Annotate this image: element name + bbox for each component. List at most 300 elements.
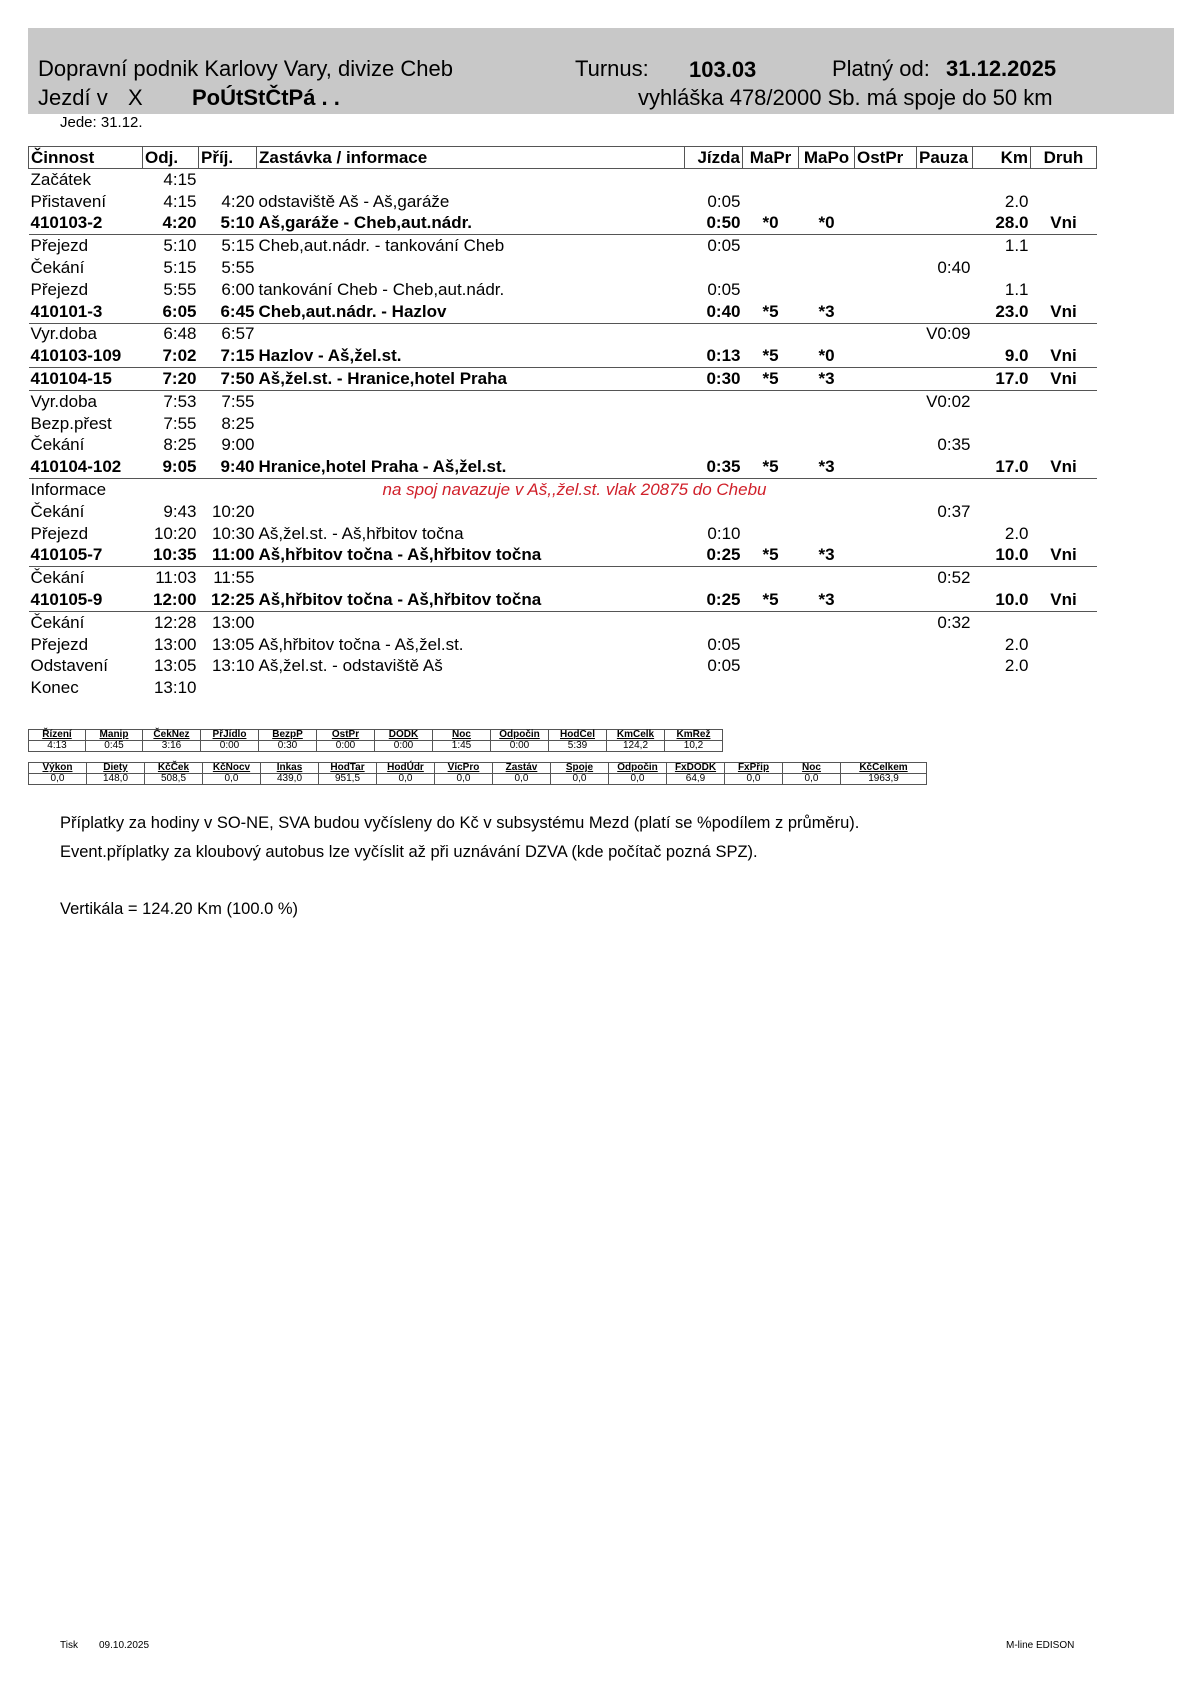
col-header-drive-time: Jízda [685, 147, 743, 169]
summary2-value: 64,9 [667, 774, 725, 785]
summary2-value: 439,0 [261, 774, 319, 785]
cell-km [973, 169, 1031, 191]
cell-activity: Čekání [30, 258, 85, 278]
summary2-value: 0,0 [783, 774, 841, 785]
cell-arrival: 9:00 [221, 435, 255, 455]
cell-type [1031, 567, 1097, 589]
cell-mapo: *0 [799, 345, 855, 367]
cell-stop-info: Aš,hřbitov točna - Aš,hřbitov točna [257, 589, 685, 611]
cell-pause [917, 368, 973, 391]
cell-ostpr [855, 634, 917, 656]
summary2-value: 0,0 [551, 774, 609, 785]
cell-mapr [743, 257, 799, 279]
cell-mapr [743, 656, 799, 678]
summary1-value: 0:00 [375, 741, 433, 752]
table-row [29, 656, 1097, 678]
cell-pause [917, 677, 973, 699]
col-header-departure: Odj. [143, 147, 199, 169]
summary1-header: Noc [433, 730, 491, 741]
cell-arrival: 6:00 [221, 279, 255, 299]
cell-type: Vni [1031, 456, 1097, 478]
cell-departure: 5:10 [163, 236, 197, 256]
cell-type: Vni [1031, 368, 1097, 391]
cell-ostpr [855, 279, 917, 301]
table-row [29, 368, 1097, 391]
cell-drive-time: 0:25 [685, 589, 743, 611]
footer-print-label: Tisk [60, 1640, 78, 1651]
cell-km [973, 567, 1031, 589]
cell-pause: 0:35 [937, 435, 971, 455]
cell-mapo [799, 413, 855, 435]
cell-km [973, 257, 1031, 279]
summary1-value: 0:00 [491, 741, 549, 752]
summary1-value: 5:39 [549, 741, 607, 752]
col-header-km: Km [973, 147, 1031, 169]
col-header-ostpr: OstPr [855, 147, 917, 169]
cell-activity: Přejezd [30, 236, 89, 256]
summary1-value: 0:00 [201, 741, 259, 752]
cell-km [973, 413, 1031, 435]
cell-km: 28.0 [973, 213, 1031, 235]
cell-mapr [743, 235, 799, 257]
cell-ostpr [855, 390, 917, 412]
cell-arrival: 5:15 [221, 236, 255, 256]
summary2-value: 0,0 [377, 774, 435, 785]
cell-stop-info: Cheb,aut.nádr. - tankování Cheb [258, 236, 505, 256]
note-line-1: Příplatky za hodiny v SO-NE, SVA budou vyčísleny do Kč v subsystému Mezd (platí se %podílem z průměru). [60, 814, 860, 832]
summary2-header: KčCelkem [841, 763, 927, 774]
table-row [29, 523, 1097, 545]
col-header-arrival: Příj. [199, 147, 257, 169]
summary2-value: 0,0 [609, 774, 667, 785]
cell-drive-time: 0:25 [685, 545, 743, 567]
summary2-header: HodÚdr [377, 763, 435, 774]
table-row [29, 191, 1097, 213]
cell-stop-info [257, 257, 685, 279]
cell-mapo: *3 [799, 545, 855, 567]
summary2-value: 0,0 [725, 774, 783, 785]
cell-stop-info: Aš,žel.st. - odstaviště Aš [258, 656, 443, 676]
cell-km: 2.0 [1004, 523, 1029, 543]
cell-drive-time: 0:05 [707, 656, 741, 676]
cell-ostpr [855, 235, 917, 257]
table-row [29, 323, 1097, 345]
cell-activity: Vyr.doba [30, 324, 97, 344]
cell-km: 1.1 [1004, 236, 1029, 256]
cell-ostpr [855, 677, 917, 699]
cell-drive-time: 0:05 [707, 279, 741, 299]
cell-activity: Přejezd [30, 634, 89, 654]
summary1-header-row [29, 730, 723, 741]
summary1-value: 124,2 [607, 741, 665, 752]
cell-km [973, 435, 1031, 457]
cell-mapr: *5 [743, 589, 799, 611]
cell-mapr [743, 191, 799, 213]
cell-pause [917, 456, 973, 478]
cell-stop-info [257, 501, 685, 523]
cell-activity: Přejezd [30, 523, 89, 543]
jede-date: Jede: 31.12. [60, 114, 143, 131]
cell-pause [917, 634, 973, 656]
cell-km: 2.0 [1004, 656, 1029, 676]
summary1-header: PřJídlo [201, 730, 259, 741]
summary2-header: FxPřip [725, 763, 783, 774]
cell-activity: 410104-102 [29, 456, 143, 478]
cell-drive-time [685, 169, 743, 191]
cell-arrival: 13:10 [211, 656, 255, 676]
cell-mapr: *5 [743, 301, 799, 323]
cell-departure: 4:20 [143, 213, 199, 235]
summary2-header: HodTar [319, 763, 377, 774]
table-row [29, 479, 1097, 501]
cell-departure: 7:02 [143, 345, 199, 367]
cell-stop-info [257, 611, 685, 633]
table-row [29, 589, 1097, 611]
cell-drive-time [685, 323, 743, 345]
summary-table-2 [28, 762, 927, 785]
schedule-header-row [29, 147, 1097, 169]
summary2-header: Výkon [29, 763, 87, 774]
table-row [29, 634, 1097, 656]
cell-ostpr [855, 345, 917, 367]
cell-pause [917, 169, 973, 191]
cell-pause [917, 589, 973, 611]
summary1-value: 4:13 [29, 741, 86, 752]
cell-ostpr [855, 435, 917, 457]
cell-type [1031, 634, 1097, 656]
cell-ostpr [855, 191, 917, 213]
valid-from-label: Platný od: [832, 56, 930, 81]
summary2-header: VícPro [435, 763, 493, 774]
cell-departure: 10:20 [153, 523, 197, 543]
cell-pause [917, 235, 973, 257]
table-row [29, 567, 1097, 589]
cell-departure: 7:53 [163, 391, 197, 411]
cell-stop-info: Aš,hřbitov točna - Aš,žel.st. [258, 634, 464, 654]
cell-mapo [799, 677, 855, 699]
cell-arrival: 6:45 [199, 301, 257, 323]
cell-km: 10.0 [973, 589, 1031, 611]
summary1-header: KmCelk [607, 730, 665, 741]
cell-stop-info [257, 169, 685, 191]
summary2-header: Zastáv [493, 763, 551, 774]
cell-mapr [743, 567, 799, 589]
cell-drive-time [685, 611, 743, 633]
summary2-header-row [29, 763, 927, 774]
cell-drive-time: 0:35 [685, 456, 743, 478]
summary1-value: 10,2 [665, 741, 723, 752]
table-row [29, 677, 1097, 699]
cell-pause [917, 413, 973, 435]
cell-activity: Čekání [30, 612, 85, 632]
cell-departure: 12:00 [143, 589, 199, 611]
cell-departure: 5:55 [163, 279, 197, 299]
table-row [29, 345, 1097, 367]
cell-pause [917, 301, 973, 323]
summary1-header: Odpočin [491, 730, 549, 741]
cell-mapo [799, 567, 855, 589]
cell-km: 17.0 [973, 456, 1031, 478]
cell-type: Vni [1031, 213, 1097, 235]
summary1-header: BezpP [259, 730, 317, 741]
cell-mapr [743, 279, 799, 301]
turnus-label: Turnus: [575, 56, 649, 81]
schedule-body [29, 169, 1097, 700]
summary1-value: 1:45 [433, 741, 491, 752]
cell-mapr [743, 323, 799, 345]
summary2-header: Noc [783, 763, 841, 774]
cell-mapr: *5 [743, 456, 799, 478]
cell-drive-time: 0:30 [685, 368, 743, 391]
cell-arrival: 9:40 [199, 456, 257, 478]
cell-arrival: 7:55 [221, 391, 255, 411]
cell-mapr [743, 169, 799, 191]
vertikala-line: Vertikála = 124.20 Km (100.0 %) [60, 900, 299, 918]
cell-activity: Přistavení [30, 191, 107, 211]
summary2-value: 1963,9 [841, 774, 927, 785]
cell-drive-time: 0:13 [685, 345, 743, 367]
cell-km [973, 677, 1031, 699]
cell-type [1031, 501, 1097, 523]
cell-arrival: 4:20 [221, 191, 255, 211]
cell-mapo [799, 257, 855, 279]
cell-mapo: *3 [799, 456, 855, 478]
cell-type [1031, 677, 1097, 699]
cell-activity: Čekání [30, 501, 85, 521]
cell-ostpr [855, 257, 917, 279]
cell-type: Vni [1031, 589, 1097, 611]
cell-departure: 12:28 [153, 612, 197, 632]
cell-activity: 410101-3 [29, 301, 143, 323]
cell-stop-info: odstaviště Aš - Aš,garáže [258, 191, 450, 211]
cell-pause [917, 545, 973, 567]
cell-mapo: *3 [799, 368, 855, 391]
cell-stop-info: Aš,žel.st. - Hranice,hotel Praha [257, 368, 685, 391]
footer-software: M-line EDISON [1006, 1640, 1075, 1651]
cell-mapr: *5 [743, 545, 799, 567]
cell-pause: 0:52 [937, 568, 971, 588]
cell-mapr [743, 390, 799, 412]
cell-mapr [743, 611, 799, 633]
col-header-activity: Činnost [29, 147, 143, 169]
cell-activity: 410103-109 [29, 345, 143, 367]
cell-activity: Informace [30, 480, 107, 500]
table-row [29, 169, 1097, 191]
cell-type [1031, 656, 1097, 678]
cell-arrival: 10:20 [211, 501, 255, 521]
cell-pause: 0:32 [937, 612, 971, 632]
cell-departure: 9:05 [143, 456, 199, 478]
summary2-value: 0,0 [203, 774, 261, 785]
cell-km: 23.0 [973, 301, 1031, 323]
summary1-header: OstPr [317, 730, 375, 741]
cell-ostpr [855, 413, 917, 435]
cell-stop-info [257, 413, 685, 435]
cell-drive-time [685, 413, 743, 435]
cell-departure: 5:15 [163, 258, 197, 278]
summary2-value: 0,0 [493, 774, 551, 785]
cell-stop-info [257, 390, 685, 412]
cell-drive-time [685, 257, 743, 279]
cell-activity: Konec [30, 678, 79, 698]
cell-pause: 0:40 [937, 258, 971, 278]
cell-mapr [743, 501, 799, 523]
cell-ostpr [855, 368, 917, 391]
cell-activity: Čekání [30, 568, 85, 588]
cell-mapr: *0 [743, 213, 799, 235]
cell-arrival: 10:30 [211, 523, 255, 543]
summary1-header: Manip [86, 730, 143, 741]
cell-departure: 13:00 [153, 634, 197, 654]
days-x: X [128, 85, 143, 110]
cell-mapo [799, 435, 855, 457]
cell-mapo: *3 [799, 589, 855, 611]
cell-departure: 4:15 [163, 191, 197, 211]
table-row [29, 456, 1097, 478]
summary2-header: Diety [87, 763, 145, 774]
summary1-header: KmRež [665, 730, 723, 741]
cell-activity: Čekání [30, 435, 85, 455]
cell-type [1031, 169, 1097, 191]
header-band [28, 28, 1174, 114]
cell-mapr: *5 [743, 345, 799, 367]
cell-arrival: 13:05 [211, 634, 255, 654]
cell-type [1031, 235, 1097, 257]
cell-stop-info: Cheb,aut.nádr. - Hazlov [257, 301, 685, 323]
cell-mapr [743, 413, 799, 435]
info-message: na spoj navazuje v Aš,,žel.st. vlak 20875 do Chebu [382, 480, 767, 500]
cell-type [1031, 191, 1097, 213]
cell-type: Vni [1031, 545, 1097, 567]
cell-ostpr [855, 301, 917, 323]
summary2-value-row [29, 774, 927, 785]
cell-ostpr [855, 656, 917, 678]
cell-ostpr [855, 323, 917, 345]
cell-stop-info [257, 435, 685, 457]
cell-arrival: 7:15 [199, 345, 257, 367]
col-header-pause: Pauza [917, 147, 973, 169]
cell-stop-info [257, 677, 685, 699]
cell-type [1031, 523, 1097, 545]
table-row [29, 435, 1097, 457]
cell-km: 9.0 [973, 345, 1031, 367]
cell-drive-time [685, 390, 743, 412]
cell-type: Vni [1031, 301, 1097, 323]
cell-ostpr [855, 545, 917, 567]
cell-km [973, 501, 1031, 523]
table-row [29, 390, 1097, 412]
cell-arrival: 6:57 [221, 324, 255, 344]
table-row [29, 501, 1097, 523]
cell-arrival: 8:25 [221, 413, 255, 433]
cell-km: 2.0 [1004, 634, 1029, 654]
cell-drive-time: 0:05 [707, 191, 741, 211]
cell-mapo [799, 169, 855, 191]
cell-arrival: 12:25 [199, 589, 257, 611]
cell-drive-time: 0:50 [685, 213, 743, 235]
cell-activity: Odstavení [30, 656, 108, 676]
table-row [29, 611, 1097, 633]
summary1-value: 0:45 [86, 741, 143, 752]
cell-type: Vni [1031, 345, 1097, 367]
cell-stop-info [257, 567, 685, 589]
days-value: PoÚtStČtPá . . [192, 85, 340, 110]
cell-departure: 13:05 [153, 656, 197, 676]
cell-km: 2.0 [1004, 191, 1029, 211]
cell-departure: 8:25 [163, 435, 197, 455]
cell-departure: 4:15 [163, 169, 197, 189]
summary-table-1 [28, 729, 723, 752]
cell-stop-info: tankování Cheb - Cheb,aut.nádr. [258, 279, 505, 299]
cell-pause [917, 345, 973, 367]
table-row [29, 213, 1097, 235]
cell-km [973, 323, 1031, 345]
company-name: Dopravní podnik Karlovy Vary, divize Cheb [38, 56, 453, 81]
cell-km: 17.0 [973, 368, 1031, 391]
cell-pause [917, 213, 973, 235]
cell-pause: 0:37 [937, 501, 971, 521]
cell-ostpr [855, 523, 917, 545]
cell-ostpr [855, 456, 917, 478]
col-header-mapr: MaPr [743, 147, 799, 169]
cell-pause [917, 523, 973, 545]
cell-departure: 10:35 [143, 545, 199, 567]
cell-pause: V0:02 [926, 391, 971, 411]
cell-activity: Začátek [30, 169, 91, 189]
cell-activity: 410105-9 [29, 589, 143, 611]
schedule-table [28, 146, 1097, 699]
table-row [29, 235, 1097, 257]
cell-arrival: 5:10 [199, 213, 257, 235]
summary2-header: Odpočin [609, 763, 667, 774]
cell-stop-info: Hazlov - Aš,žel.st. [257, 345, 685, 367]
cell-type [1031, 323, 1097, 345]
valid-from-value: 31.12.2025 [946, 56, 1057, 81]
cell-stop-info: Aš,žel.st. - Aš,hřbitov točna [258, 523, 464, 543]
cell-drive-time: 0:10 [707, 523, 741, 543]
cell-stop-info: Hranice,hotel Praha - Aš,žel.st. [257, 456, 685, 478]
turnus-value: 103.03 [689, 57, 757, 82]
cell-arrival [199, 169, 257, 191]
table-row [29, 257, 1097, 279]
summary1-header: HodCel [549, 730, 607, 741]
table-row [29, 545, 1097, 567]
cell-mapo [799, 323, 855, 345]
cell-ostpr [855, 213, 917, 235]
cell-activity: Vyr.doba [30, 391, 97, 411]
cell-drive-time [685, 567, 743, 589]
cell-departure: 11:03 [155, 568, 197, 588]
cell-type [1031, 257, 1097, 279]
summary1-value-row [29, 741, 723, 752]
cell-activity: Bezp.přest [30, 413, 112, 433]
summary2-value: 508,5 [145, 774, 203, 785]
note-line-2: Event.příplatky za kloubový autobus lze vyčíslit až při uznávání DZVA (kde počítač pozná SPZ). [60, 843, 758, 861]
cell-departure: 7:20 [143, 368, 199, 391]
cell-mapo [799, 279, 855, 301]
cell-arrival: 5:55 [221, 258, 255, 278]
cell-ostpr [855, 169, 917, 191]
summary1-value: 3:16 [143, 741, 201, 752]
summary2-header: KčNocv [203, 763, 261, 774]
cell-activity: Přejezd [30, 279, 89, 299]
summary1-header: ČekNez [143, 730, 201, 741]
cell-mapo [799, 191, 855, 213]
footer-print-date: 09.10.2025 [99, 1640, 150, 1651]
col-header-stop-info: Zastávka / informace [257, 147, 685, 169]
summary2-value: 951,5 [319, 774, 377, 785]
cell-drive-time [685, 501, 743, 523]
